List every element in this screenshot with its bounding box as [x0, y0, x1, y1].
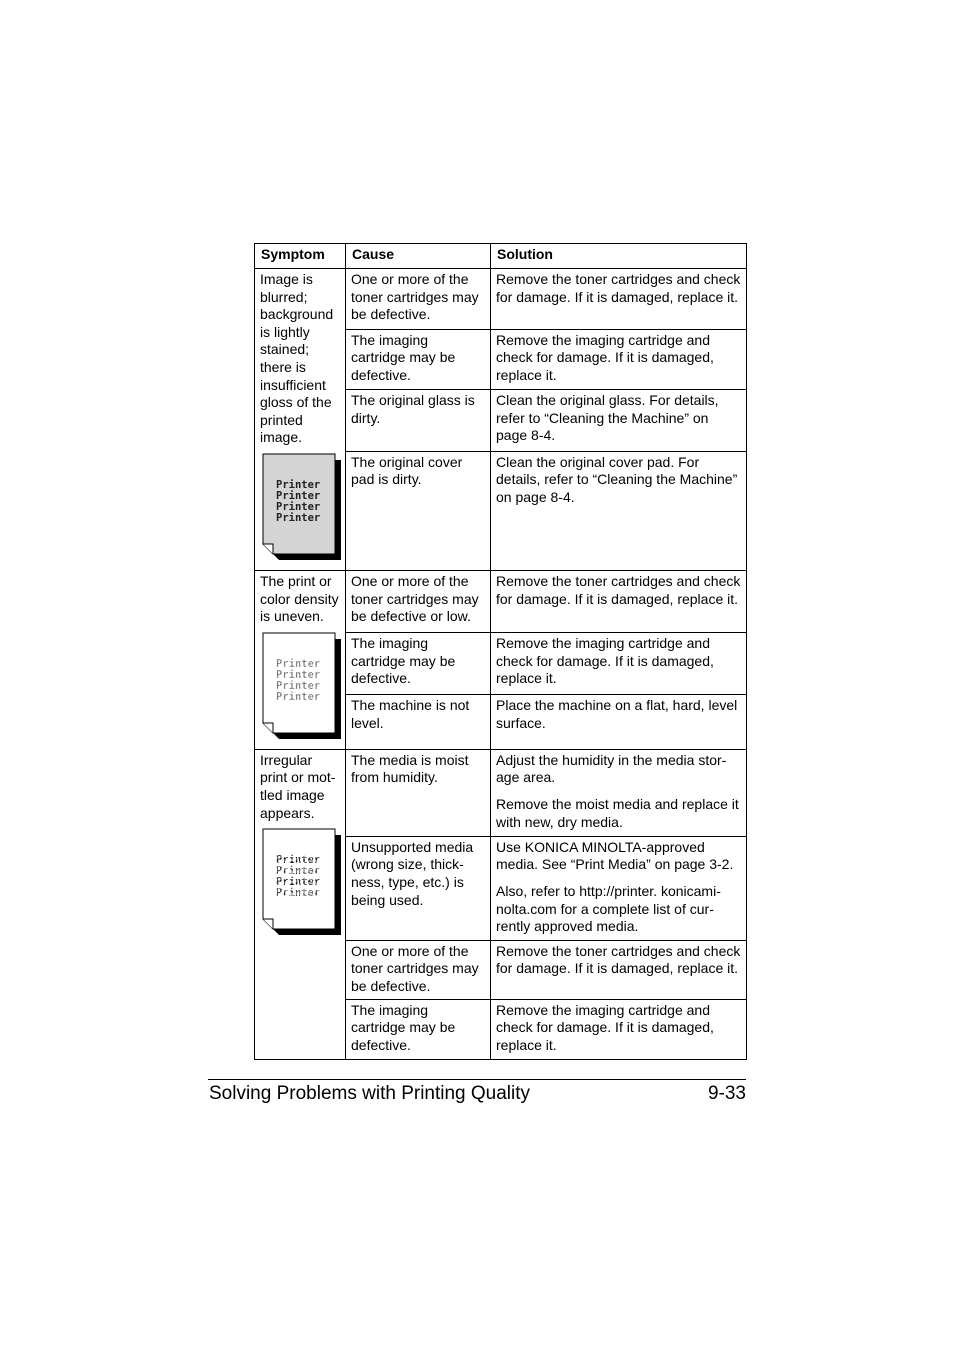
solution-cell: [491, 329, 747, 390]
solution-text: Clean the original cover pad. For details, refer to “Cleaning the Machine” on page 8-4.: [496, 453, 738, 505]
solution-text: Remove the imaging cartridge and check for damage. If it is damaged, replace it.: [496, 1001, 714, 1053]
sample-text-line: Printer: [276, 854, 321, 867]
solution-cell: [491, 570, 747, 632]
sample-text-line: Printer: [276, 478, 321, 491]
table-row: [255, 749, 747, 836]
table-row: [255, 269, 747, 330]
table-row: [255, 570, 747, 632]
cause-cell: The original cover pad is dirty.: [346, 451, 491, 570]
table-header: [255, 244, 747, 269]
cause-cell: The imaging cartridge may be defective.: [346, 329, 491, 390]
solution-text: Use KONICA MINOLTA-approved media. See “Print Media” on page 3-2.: [496, 838, 734, 873]
solution-text: Remove the toner cartridges and check for damage. If it is damaged, replace it.: [496, 271, 741, 305]
printer-sample-mottled-icon: [262, 828, 340, 936]
sample-text-line: Printer: [276, 511, 321, 524]
sample-text-line: Printer: [276, 865, 321, 878]
solution-cell: [491, 695, 747, 750]
solution-text: Remove the toner cartridges and check for damage. If it is damaged, replace it.: [496, 942, 741, 977]
printer-sample-blurred-icon: [262, 453, 340, 561]
table-header-row: [255, 244, 747, 269]
sample-text-line: Printer: [276, 887, 321, 900]
solution-cell: [491, 940, 747, 999]
solution-text: Remove the toner cartridges and check for damage. If it is damaged, replace it.: [496, 572, 741, 607]
sample-text-line: Printer: [276, 500, 321, 513]
sample-text-line: Printer: [276, 668, 321, 681]
cause-cell: One or more of the toner cartridges may be defective.: [346, 940, 491, 999]
solution-cell: [491, 451, 747, 570]
footer-title: Solving Problems with Printing Quality: [209, 1083, 531, 1104]
solution-text: Also, refer to http://printer. konicami-nolta.com for a complete list of cur-rently approved media.: [496, 882, 721, 935]
solution-text: Remove the imaging cartridge and check for damage. If it is damaged, replace it.: [496, 331, 714, 383]
cause-cell: The imaging cartridge may be defective.: [346, 632, 491, 694]
page-number: 9-33: [707, 1083, 746, 1104]
sample-text-line: Printer: [276, 657, 321, 670]
header-symptom: Symptom: [255, 244, 346, 269]
sample-text-line: Printer: [276, 876, 321, 889]
sample-text-line: Printer: [276, 489, 321, 502]
cause-cell: Unsupported media (wrong size, thick-ness, type, etc.) is being used.: [346, 836, 491, 940]
symptom-text: The print or color density is uneven.: [260, 572, 339, 625]
solution-cell: [491, 632, 747, 694]
solution-text: Remove the moist media and replace it with new, dry media.: [496, 795, 739, 830]
troubleshooting-table: [254, 243, 747, 1060]
symptom-cell: [255, 269, 346, 571]
cause-cell: The machine is not level.: [346, 695, 491, 750]
cause-cell: The media is moist from humidity.: [346, 749, 491, 836]
cause-cell: One or more of the toner cartridges may be defective or low.: [346, 570, 491, 632]
solution-cell: [491, 749, 747, 836]
footer-rule: [208, 1079, 746, 1080]
cause-cell: One or more of the toner cartridges may be defective.: [346, 269, 491, 330]
solution-text: Clean the original glass. For details, refer to “Cleaning the Machine” on page 8-4.: [496, 392, 719, 444]
solution-text: Remove the imaging cartridge and check for damage. If it is damaged, replace it.: [496, 634, 714, 687]
symptom-cell: [255, 570, 346, 749]
header-solution: Solution: [491, 244, 747, 269]
solution-cell: [491, 269, 747, 330]
printer-sample-uneven-icon: [262, 632, 340, 740]
cause-cell: The original glass is dirty.: [346, 390, 491, 452]
solution-text: Place the machine on a flat, hard, level surface.: [496, 697, 738, 731]
sample-text-line: Printer: [276, 679, 321, 692]
header-cause: Cause: [346, 244, 491, 269]
symptom-text: Irregular print or mot-tled image appears.: [260, 751, 336, 821]
sample-text-line: Printer: [276, 690, 321, 703]
table-body: [255, 269, 747, 1060]
solution-cell: [491, 390, 747, 452]
solution-cell: [491, 836, 747, 940]
symptom-text: Image is blurred; background is lightly stained; there is insufficient gloss of the printed image.: [260, 271, 334, 446]
cause-cell: The imaging cartridge may be defective.: [346, 999, 491, 1059]
symptom-cell: [255, 749, 346, 1059]
solution-cell: [491, 999, 747, 1059]
solution-text: Adjust the humidity in the media stor-age area.: [496, 751, 727, 786]
